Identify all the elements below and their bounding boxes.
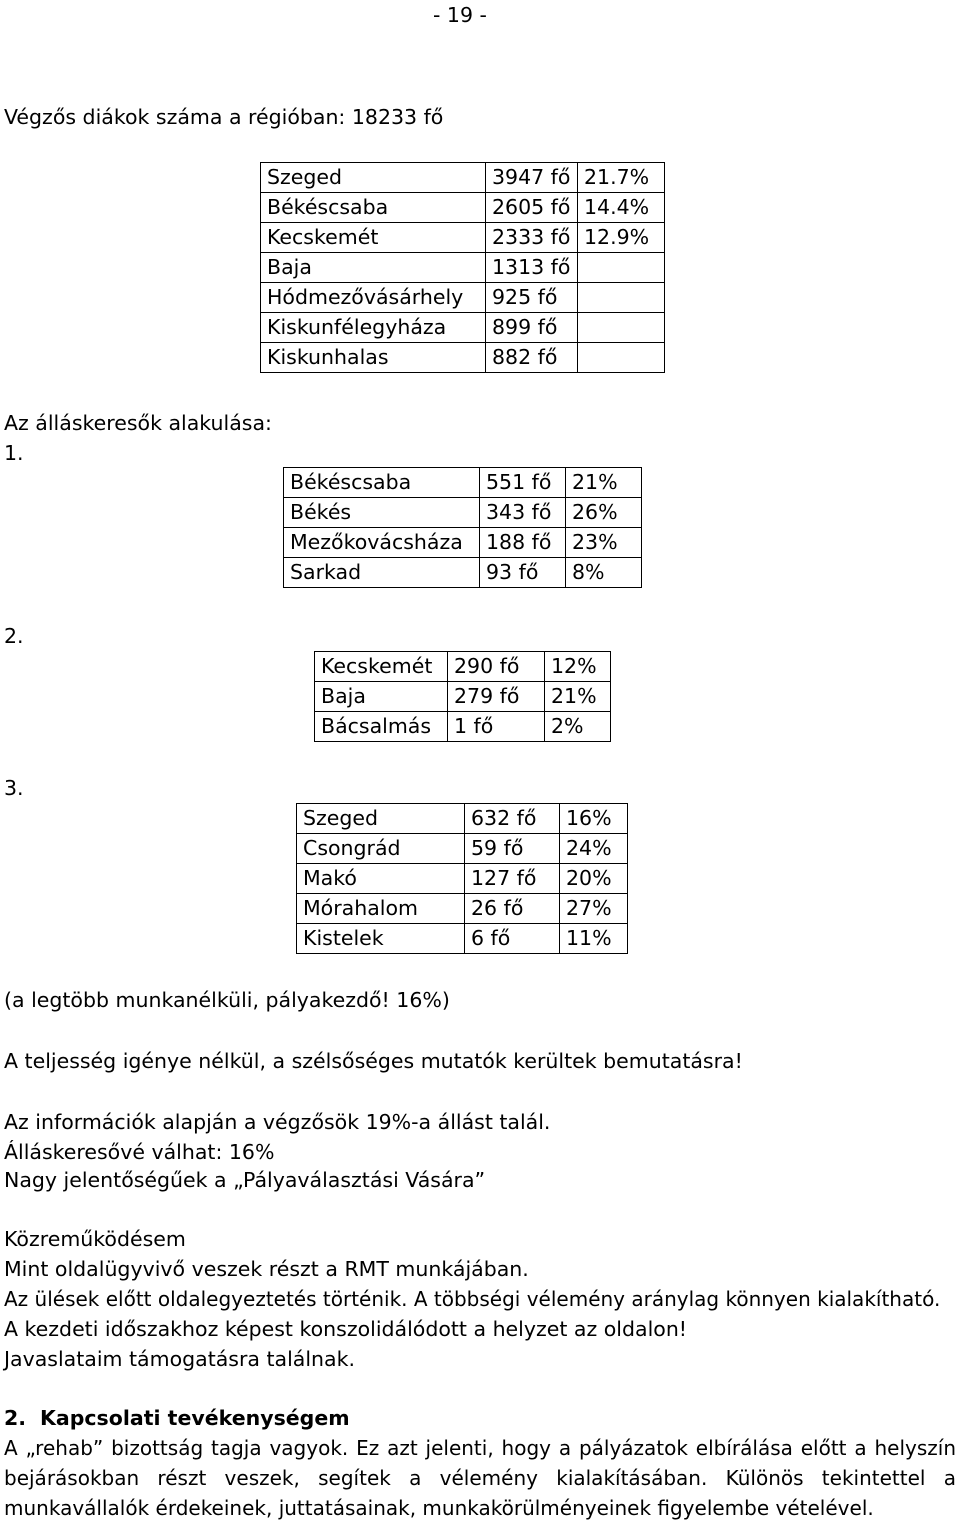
table-row [297,924,628,954]
table-row [315,682,611,712]
city-cell: Szeged [261,163,486,193]
count-cell: 93 fő [480,558,566,588]
info-line: Álláskeresővé válhat: 16% [4,1140,275,1164]
section-3-label: 3. [4,776,24,800]
contribution-line: Javaslataim támogatásra találnak. [4,1347,355,1371]
count-cell: 59 fő [465,834,560,864]
section-heading-title: Kapcsolati tevékenységem [40,1406,350,1430]
percent-cell [578,313,665,343]
section-1-label: 1. [4,441,24,465]
final-paragraph: A „rehab” bizottság tagja vagyok. Ez azt jelenti, hogy a pályázatok elbírálása előtt a helyszín bejárásokban részt veszek, segítek a vélemény kialakításában. Különös tekintettel a munkavállalók érdekeinek, juttatásainak, munkakörülményeinek figyelembe vételével. [4,1436,956,1520]
city-cell: Csongrád [297,834,465,864]
city-cell: Békés [284,498,480,528]
percent-cell: 21% [545,682,611,712]
section-heading-number: 2. [4,1406,27,1430]
table-row [297,894,628,924]
table-row [284,528,642,558]
table-row [315,712,611,742]
table-row [261,313,665,343]
table-row [297,864,628,894]
percent-cell: 8% [566,558,642,588]
city-cell: Makó [297,864,465,894]
count-cell: 127 fő [465,864,560,894]
count-cell: 290 fő [448,652,545,682]
jobseekers-heading: Az álláskeresők alakulása: [4,411,272,435]
jobseekers-table-1 [283,467,642,588]
graduates-line: Végzős diákok száma a régióban: 18233 fő [4,105,444,129]
city-cell: Sarkad [284,558,480,588]
percent-cell: 26% [566,498,642,528]
table-row [261,193,665,223]
count-cell: 3947 fő [486,163,578,193]
contribution-line: A kezdeti időszakhoz képest konszolidálódott a helyzet az oldalon! [4,1317,688,1341]
count-cell: 632 fő [465,804,560,834]
jobseekers-table-3 [296,803,628,954]
count-cell: 2605 fő [486,193,578,223]
percent-cell: 24% [560,834,628,864]
table-row [261,223,665,253]
info-line: Az információk alapján a végzősök 19%-a állást talál. [4,1110,551,1134]
count-cell: 279 fő [448,682,545,712]
percent-cell: 12% [545,652,611,682]
count-cell: 26 fő [465,894,560,924]
city-cell: Kiskunfélegyháza [261,313,486,343]
percent-cell: 2% [545,712,611,742]
percent-cell [578,253,665,283]
table-row [297,834,628,864]
count-cell: 6 fő [465,924,560,954]
table-row [261,253,665,283]
count-cell: 1 fő [448,712,545,742]
city-cell: Baja [315,682,448,712]
city-cell: Kistelek [297,924,465,954]
city-cell: Baja [261,253,486,283]
count-cell: 551 fő [480,468,566,498]
percent-cell: 16% [560,804,628,834]
count-cell: 188 fő [480,528,566,558]
percent-cell: 27% [560,894,628,924]
count-cell: 2333 fő [486,223,578,253]
percent-cell: 12.9% [578,223,665,253]
graduates-table [260,162,665,373]
table-row [284,468,642,498]
city-cell: Mezőkovácsháza [284,528,480,558]
table-row [261,283,665,313]
contribution-line: Mint oldalügyvivő veszek részt a RMT munkájában. [4,1257,529,1281]
table-row [315,652,611,682]
table-row [284,498,642,528]
city-cell: Kiskunhalas [261,343,486,373]
jobseekers-table-2 [314,651,611,742]
note-text: (a legtöbb munkanélküli, pályakezdő! 16%) [4,988,450,1012]
table-row [284,558,642,588]
count-cell: 899 fő [486,313,578,343]
page-number: - 19 - [433,3,487,27]
percent-cell [578,343,665,373]
city-cell: Bácsalmás [315,712,448,742]
contribution-heading: Közreműködésem [4,1227,186,1251]
city-cell: Mórahalom [297,894,465,924]
percent-cell: 11% [560,924,628,954]
city-cell: Kecskemét [315,652,448,682]
info-line: Nagy jelentőségűek a „Pályaválasztási Vására” [4,1168,486,1192]
contribution-line: Az ülések előtt oldalegyeztetés történik. A többségi vélemény aránylag könnyen kialakítható. [4,1287,941,1311]
percent-cell: 21% [566,468,642,498]
count-cell: 925 fő [486,283,578,313]
city-cell: Szeged [297,804,465,834]
city-cell: Hódmezővásárhely [261,283,486,313]
city-cell: Kecskemét [261,223,486,253]
table-row [297,804,628,834]
section-2-label: 2. [4,624,24,648]
city-cell: Békéscsaba [261,193,486,223]
disclaimer-text: A teljesség igénye nélkül, a szélsőséges mutatók kerültek bemutatásra! [4,1049,743,1073]
section-heading [4,1403,350,1433]
percent-cell: 21.7% [578,163,665,193]
percent-cell [578,283,665,313]
percent-cell: 14.4% [578,193,665,223]
city-cell: Békéscsaba [284,468,480,498]
count-cell: 882 fő [486,343,578,373]
table-row [261,163,665,193]
percent-cell: 23% [566,528,642,558]
percent-cell: 20% [560,864,628,894]
count-cell: 343 fő [480,498,566,528]
count-cell: 1313 fő [486,253,578,283]
table-row [261,343,665,373]
